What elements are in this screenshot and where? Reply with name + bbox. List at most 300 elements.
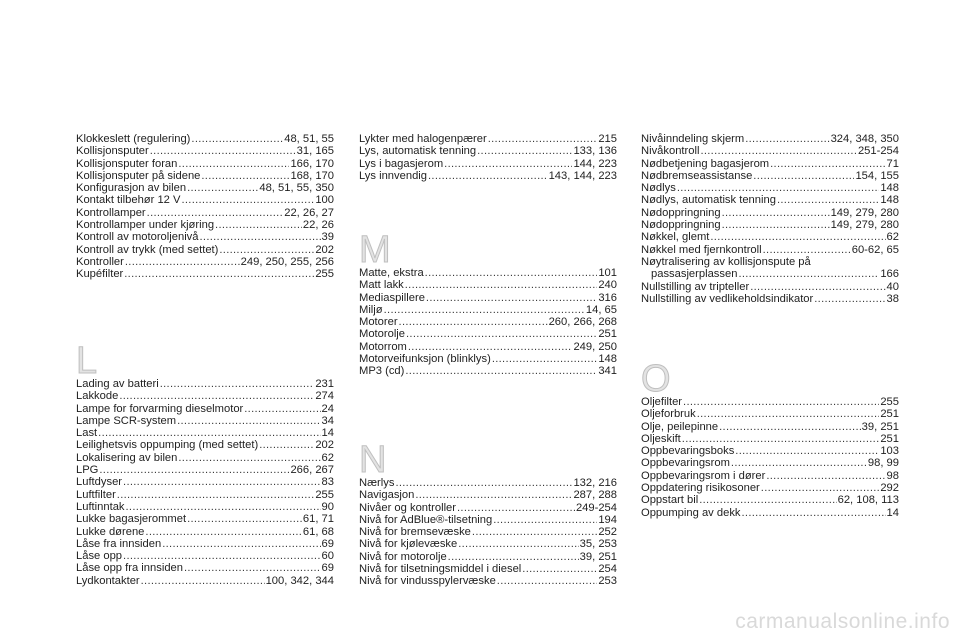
index-group-l-cont <box>359 133 617 182</box>
leader-dots <box>750 281 885 293</box>
leader-dots <box>181 194 314 206</box>
index-pages: 255 <box>315 268 334 281</box>
leader-dots <box>742 507 886 519</box>
index-pages: 31, 165 <box>296 145 334 158</box>
entry-list <box>359 477 617 588</box>
leader-dots <box>117 489 315 501</box>
leader-dots <box>98 427 320 439</box>
leader-dots <box>699 494 836 506</box>
index-term: Lading av batteri <box>76 378 159 390</box>
index-pages: 255 <box>880 396 899 408</box>
index-pages: 202 <box>315 439 334 452</box>
leader-dots <box>492 353 598 365</box>
index-pages: 69 <box>321 562 334 575</box>
index-term: Navigasjon <box>359 489 415 502</box>
index-pages: 215 <box>598 133 617 145</box>
index-term: Klokkeslett (regulering) <box>76 133 191 145</box>
leader-dots <box>458 538 578 550</box>
index-entry <box>641 507 899 519</box>
leader-dots <box>405 365 597 377</box>
leader-dots <box>150 145 296 157</box>
index-entry <box>76 219 334 231</box>
leader-dots <box>147 207 284 219</box>
leader-dots <box>119 390 314 402</box>
index-pages: 61, 71 <box>302 513 334 526</box>
leader-dots <box>178 158 289 170</box>
index-pages: 249, 250 <box>573 340 617 353</box>
index-group-n-cont <box>641 133 899 305</box>
index-entry <box>76 538 334 550</box>
leader-dots <box>444 158 572 170</box>
index-entry <box>76 182 334 194</box>
index-pages: 98 <box>886 469 899 482</box>
index-pages: 100 <box>315 194 334 207</box>
index-term: Nivåer og kontroller <box>359 501 457 514</box>
leader-dots <box>123 550 321 562</box>
leader-dots <box>745 133 829 145</box>
index-entry <box>641 194 899 206</box>
index-entry <box>359 158 617 170</box>
index-group-k <box>76 133 334 281</box>
leader-dots <box>682 433 880 445</box>
index-term: Mediaspillere <box>359 291 425 304</box>
index-entry <box>76 244 334 256</box>
index-pages: 249, 250, 255, 256 <box>240 255 334 268</box>
index-pages: 34 <box>321 414 334 427</box>
index-pages: 251-254 <box>857 145 899 158</box>
index-pages: 35, 253 <box>579 538 617 551</box>
index-pages: 24 <box>321 402 334 415</box>
index-term: Matte, ekstra <box>359 267 424 279</box>
index-pages: 60-62, 65 <box>851 243 899 256</box>
index-entry <box>359 563 617 575</box>
index-pages: 266, 267 <box>290 464 334 477</box>
index-term: Motorer <box>359 316 398 329</box>
index-term: Kontrollamper under kjøring <box>76 219 215 232</box>
index-term: Nivå for tilsetningsmiddel i diesel <box>359 563 522 576</box>
section-letter-l: L <box>76 340 98 382</box>
index-pages: 251 <box>880 408 899 421</box>
index-entry <box>359 328 617 340</box>
index-term: Lampe for forvarming dieselmotor <box>76 402 244 415</box>
index-pages: 144, 223 <box>573 157 617 170</box>
leader-dots <box>406 328 597 340</box>
index-term-continuation: passasjerplassen <box>651 268 738 281</box>
index-group-o <box>641 358 899 519</box>
leader-dots <box>219 244 314 256</box>
leader-dots <box>425 267 598 279</box>
index-term: Nullstilling av vedlikeholdsindikator <box>641 292 814 305</box>
index-group-m <box>359 229 617 378</box>
index-term: Oppbevaringsrom <box>641 457 730 470</box>
index-entry <box>641 494 899 506</box>
index-entry <box>359 145 617 157</box>
index-entry <box>76 145 334 157</box>
leader-dots <box>123 476 321 488</box>
leader-dots <box>215 219 302 231</box>
index-entry <box>359 502 617 514</box>
index-term: Nødbremseassistanse <box>641 169 753 182</box>
index-entry <box>641 457 899 469</box>
index-term: Motorolje <box>359 328 406 341</box>
index-entry <box>641 408 899 420</box>
leader-dots <box>126 501 321 513</box>
index-term: Låse fra innsiden <box>76 537 162 550</box>
index-term: Kontrollamper <box>76 206 146 219</box>
index-group-l <box>76 340 334 587</box>
index-term: Oppbevaringsboks <box>641 445 735 458</box>
leader-dots <box>160 378 315 390</box>
leader-dots <box>177 415 320 427</box>
index-pages: 62 <box>886 231 899 244</box>
leader-dots <box>700 145 856 157</box>
leader-dots <box>493 514 597 526</box>
index-term: Nøkkel med fjernkontroll <box>641 243 762 256</box>
index-pages: 249-254 <box>575 501 617 514</box>
index-pages: 240 <box>598 279 617 292</box>
index-pages: 48, 51, 55 <box>284 133 334 145</box>
index-entry <box>641 170 899 182</box>
leader-dots <box>753 170 854 182</box>
index-entry <box>641 158 899 170</box>
index-pages: 100, 342, 344 <box>265 574 334 587</box>
leader-dots <box>201 170 289 182</box>
index-term: MP3 (cd) <box>359 365 405 378</box>
index-term: Lys innvendig <box>359 169 427 182</box>
index-pages: 341 <box>598 365 617 378</box>
index-term: Lydkontakter <box>76 574 140 587</box>
index-term: Luftinntak <box>76 500 125 513</box>
leader-dots <box>187 182 258 194</box>
leader-dots <box>770 158 885 170</box>
index-pages: 61, 68 <box>302 525 334 538</box>
index-pages: 14 <box>321 427 334 440</box>
index-term: Lukke bagasjerommet <box>76 513 187 526</box>
index-pages: 69 <box>321 537 334 550</box>
leader-dots <box>683 396 879 408</box>
index-term: Motorrom <box>359 340 407 353</box>
index-term: Lys, automatisk tenning <box>359 145 477 158</box>
index-term: Motorveifunksjon (blinklys) <box>359 353 491 366</box>
leader-dots <box>472 526 597 538</box>
index-pages: 38 <box>886 292 899 305</box>
leader-dots <box>719 421 861 433</box>
entry-list <box>641 396 899 519</box>
watermark: carmanualsonline.info <box>735 610 950 633</box>
index-group-n <box>359 439 617 588</box>
entry-list <box>359 267 617 378</box>
leader-dots <box>428 170 548 182</box>
index-term: Nødlys, automatisk tenning <box>641 194 776 207</box>
index-pages: 14 <box>886 506 899 519</box>
index-entry <box>359 279 617 291</box>
index-pages: 287, 288 <box>573 489 617 502</box>
index-term: Oppbevaringsrom i dører <box>641 469 766 482</box>
index-term: Nøkkel, glemt <box>641 231 710 244</box>
leader-dots <box>814 293 885 305</box>
index-entry <box>76 231 334 243</box>
leader-dots <box>488 133 598 145</box>
index-pages: 148 <box>880 182 899 195</box>
index-term: Nødlys <box>641 182 676 195</box>
index-entry <box>359 575 617 587</box>
index-term: Lys i bagasjerom <box>359 157 444 170</box>
index-entry <box>359 316 617 328</box>
index-term: Kollisjonsputer på sidene <box>76 169 201 182</box>
leader-dots <box>145 526 301 538</box>
index-pages: 133, 136 <box>573 145 617 158</box>
index-pages: 274 <box>315 390 334 403</box>
index-entry <box>641 421 899 433</box>
index-entry <box>359 292 617 304</box>
leader-dots <box>738 268 879 280</box>
index-pages: 166, 170 <box>290 157 334 170</box>
leader-dots <box>735 445 879 457</box>
index-term: Lakkode <box>76 390 119 403</box>
index-term: Miljø <box>359 303 383 316</box>
index-entry <box>76 415 334 427</box>
index-entry <box>76 513 334 525</box>
leader-dots <box>200 231 321 243</box>
index-entry <box>641 207 899 219</box>
index-entry <box>641 244 899 256</box>
index-entry <box>359 267 617 279</box>
leader-dots <box>405 279 598 291</box>
leader-dots <box>99 464 289 476</box>
index-entry <box>76 452 334 464</box>
index-entry <box>641 482 899 494</box>
index-entry <box>359 514 617 526</box>
section-letter-m: M <box>359 229 391 271</box>
leader-dots <box>731 457 867 469</box>
index-pages: 166 <box>880 268 899 281</box>
index-entry <box>76 439 334 451</box>
index-entry <box>76 133 334 145</box>
leader-dots <box>722 207 830 219</box>
index-pages: 60 <box>321 550 334 563</box>
index-pages: 316 <box>598 291 617 304</box>
leader-dots <box>697 408 880 420</box>
index-entry <box>76 476 334 488</box>
entry-list <box>76 133 334 281</box>
leader-dots <box>777 194 879 206</box>
index-term: Låse opp fra innsiden <box>76 562 183 575</box>
index-entry <box>76 378 334 390</box>
index-pages: 39 <box>321 231 334 244</box>
index-term: Matt lakk <box>359 279 404 292</box>
index-pages: 62, 108, 113 <box>837 494 899 507</box>
index-term: Oppstart bil <box>641 494 699 507</box>
index-entry <box>76 158 334 170</box>
index-term: Last <box>76 427 98 440</box>
index-pages: 14, 65 <box>585 303 617 316</box>
index-entry <box>359 477 617 489</box>
index-term: Oljefilter <box>641 396 683 408</box>
index-pages: 90 <box>321 500 334 513</box>
index-entry <box>641 219 899 231</box>
index-entry <box>641 231 899 243</box>
index-pages: 168, 170 <box>290 169 334 182</box>
index-entry <box>76 562 334 574</box>
entry-list <box>359 133 617 182</box>
index-pages: 154, 155 <box>855 169 899 182</box>
index-pages: 149, 279, 280 <box>830 206 899 219</box>
leader-dots <box>124 268 314 280</box>
index-pages: 260, 266, 268 <box>548 316 617 329</box>
index-pages: 48, 51, 55, 350 <box>259 182 334 195</box>
leader-dots <box>522 563 597 575</box>
leader-dots <box>244 403 320 415</box>
index-pages: 40 <box>886 280 899 293</box>
index-term: Nivå for AdBlue®-tilsetning <box>359 513 493 526</box>
index-pages: 103 <box>880 445 899 458</box>
index-entry <box>641 145 899 157</box>
section-letter-o: O <box>641 358 671 400</box>
index-pages: 254 <box>598 563 617 576</box>
leader-dots <box>191 133 283 145</box>
index-entry <box>641 256 899 281</box>
index-entry <box>76 501 334 513</box>
index-term: Nivåkontroll <box>641 145 700 158</box>
leader-dots <box>399 316 548 328</box>
index-entry <box>76 403 334 415</box>
index-entry <box>641 182 899 194</box>
index-entry <box>76 268 334 280</box>
index-entry <box>76 170 334 182</box>
index-entry <box>76 464 334 476</box>
index-term: Luftdyser <box>76 476 123 489</box>
index-entry <box>359 538 617 550</box>
leader-dots <box>766 470 885 482</box>
entry-list <box>76 378 334 587</box>
index-pages: 98, 99 <box>867 457 899 470</box>
leader-dots <box>141 575 265 587</box>
index-pages: 252 <box>598 526 617 539</box>
index-term: Kollisjonsputer <box>76 145 149 158</box>
index-entry <box>76 427 334 439</box>
index-pages: 251 <box>880 432 899 445</box>
index-entry <box>641 433 899 445</box>
leader-dots <box>477 145 572 157</box>
index-entry <box>359 170 617 182</box>
index-pages: 132, 216 <box>573 477 617 489</box>
index-pages: 149, 279, 280 <box>830 219 899 232</box>
index-term: Lykter med halogenpærer <box>359 133 487 145</box>
index-entry <box>641 470 899 482</box>
index-term: Nivå for motorolje <box>359 550 447 563</box>
index-term: Nøytralisering av kollisjonspute på <box>641 255 811 268</box>
index-term: Nærlys <box>359 477 395 489</box>
index-entry <box>359 551 617 563</box>
index-entry <box>359 304 617 316</box>
leader-dots <box>184 562 321 574</box>
index-term: Oljeforbruk <box>641 408 696 421</box>
index-term: Konfigurasjon av bilen <box>76 182 187 195</box>
index-pages: 39, 251 <box>861 420 899 433</box>
leader-dots <box>125 256 240 268</box>
leader-dots <box>722 219 830 231</box>
index-entry <box>359 489 617 501</box>
leader-dots <box>763 244 851 256</box>
index-pages: 83 <box>321 476 334 489</box>
index-entry <box>359 365 617 377</box>
index-pages: 231 <box>315 378 334 390</box>
leader-dots <box>408 341 573 353</box>
leader-dots <box>710 231 885 243</box>
index-term: Lukke dørene <box>76 525 145 538</box>
index-term: LPG <box>76 464 99 477</box>
index-term: Kontroll av trykk (med settet) <box>76 243 219 256</box>
index-term: Nullstilling av tripteller <box>641 280 750 293</box>
index-entry <box>641 133 899 145</box>
index-entry <box>641 396 899 408</box>
index-pages: 71 <box>886 157 899 170</box>
index-entry <box>76 256 334 268</box>
leader-dots <box>162 538 320 550</box>
index-entry <box>641 281 899 293</box>
index-pages: 22, 26, 27 <box>284 206 334 219</box>
index-entry <box>641 293 899 305</box>
index-term: Nødoppringning <box>641 219 721 232</box>
index-entry <box>76 390 334 402</box>
index-pages: 22, 26 <box>302 219 334 232</box>
leader-dots <box>384 304 585 316</box>
leader-dots <box>761 482 880 494</box>
index-term: Kontroll av motoroljenivå <box>76 231 199 244</box>
leader-dots <box>457 502 575 514</box>
leader-dots <box>259 439 314 451</box>
index-pages: 148 <box>880 194 899 207</box>
index-term: Oppumping av dekk <box>641 506 741 519</box>
index-term: Olje, peilepinne <box>641 420 719 433</box>
index-term: Kontakt tilbehør 12 V <box>76 194 181 207</box>
index-entry <box>359 526 617 538</box>
index-term: Leilighetsvis oppumping (med settet) <box>76 439 259 452</box>
index-pages: 324, 348, 350 <box>830 133 899 145</box>
leader-dots <box>178 452 320 464</box>
entry-list <box>641 133 899 305</box>
section-letter-n: N <box>359 439 387 481</box>
index-term: Lokalisering av bilen <box>76 451 178 464</box>
leader-dots <box>415 489 572 501</box>
leader-dots <box>497 575 598 587</box>
index-term: Oppdatering risikosoner <box>641 482 760 495</box>
index-pages: 101 <box>598 267 617 279</box>
index-pages: 62 <box>321 451 334 464</box>
leader-dots <box>426 292 597 304</box>
index-entry <box>76 575 334 587</box>
index-term: Låse opp <box>76 550 123 563</box>
index-term: Oljeskift <box>641 432 681 445</box>
index-term: Lampe SCR-system <box>76 414 177 427</box>
index-pages: 148 <box>598 353 617 366</box>
index-entry <box>76 194 334 206</box>
index-pages: 292 <box>880 482 899 495</box>
leader-dots <box>395 477 572 489</box>
index-entry <box>76 489 334 501</box>
index-entry <box>76 550 334 562</box>
index-entry <box>76 207 334 219</box>
index-entry <box>359 133 617 145</box>
index-pages: 143, 144, 223 <box>548 169 617 182</box>
index-pages: 251 <box>598 328 617 341</box>
index-term: Luftfilter <box>76 488 116 501</box>
index-term: Nivåinndeling skjerm <box>641 133 745 145</box>
index-entry <box>359 353 617 365</box>
leader-dots <box>448 551 579 563</box>
index-term: Kupéfilter <box>76 268 124 281</box>
index-pages: 39, 251 <box>579 550 617 563</box>
